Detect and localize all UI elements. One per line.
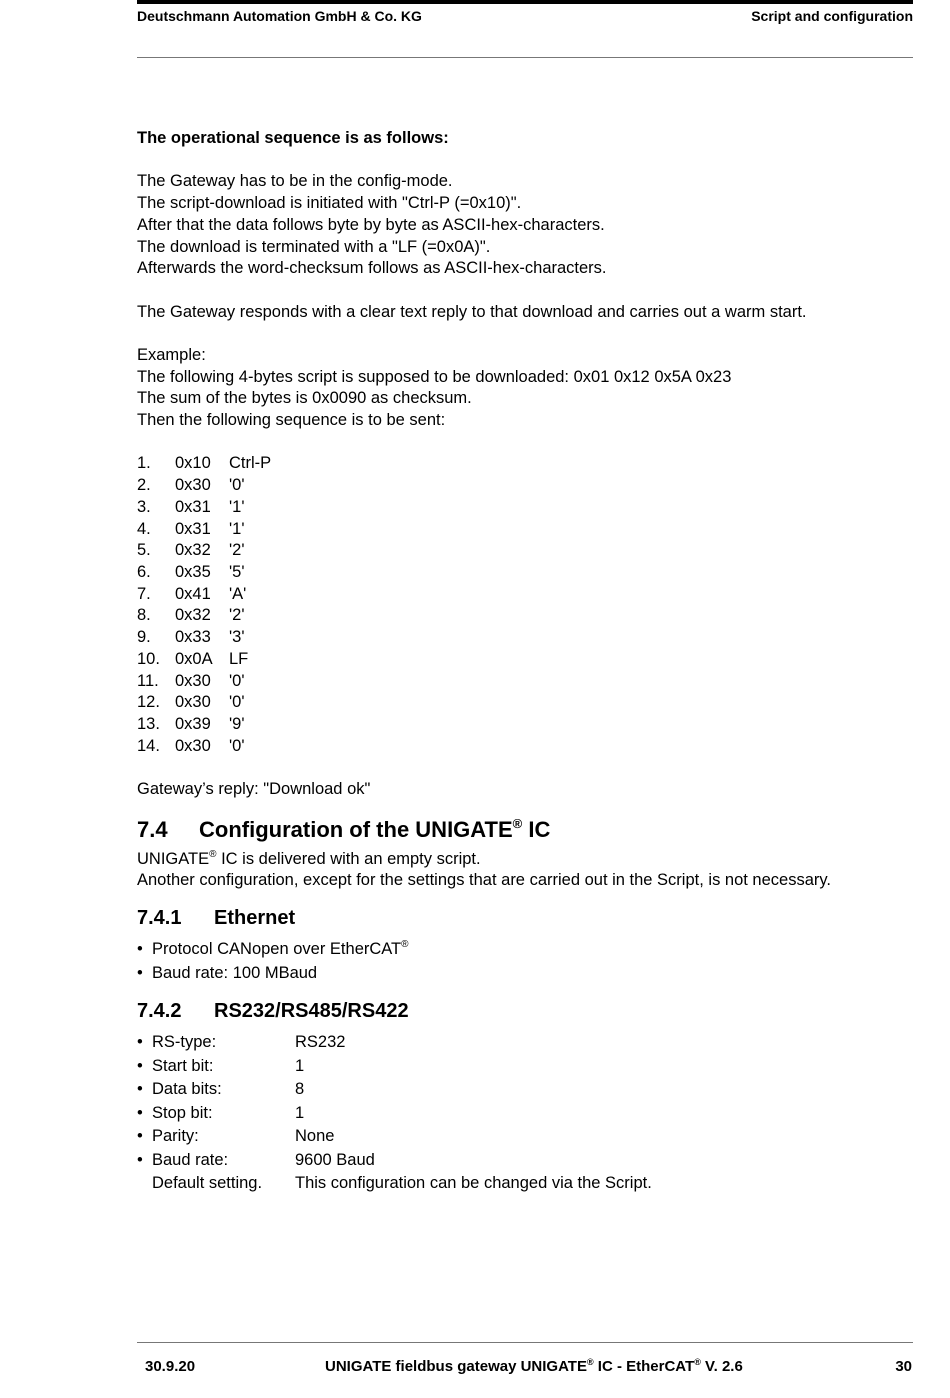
seq-char: '3' <box>229 628 245 647</box>
config-text <box>137 849 913 871</box>
example-label: Example: <box>137 345 206 364</box>
seq-number: 3. <box>137 497 151 516</box>
seq-char: '2' <box>229 606 245 625</box>
setting-label: Data bits: <box>152 1080 222 1099</box>
download-sequence <box>137 453 913 757</box>
footer-title-part: UNIGATE fieldbus gateway UNIGATE <box>325 1358 587 1375</box>
example-line: Then the following sequence is to be sent: <box>137 411 446 430</box>
default-text: This configuration can be changed via the Script. <box>295 1174 652 1193</box>
config-text-product: UNIGATE <box>137 849 210 868</box>
section-7-4-heading <box>137 817 913 843</box>
bullet-icon: • <box>137 940 143 959</box>
default-label: Default setting. <box>152 1174 263 1193</box>
gateway-response: The Gateway responds with a clear text reply to that download and carries out a warm start. <box>137 302 807 321</box>
footer-title-part: V. 2.6 <box>700 1358 743 1375</box>
list-item-text: Baud rate: 100 MBaud <box>152 963 318 982</box>
footer-title <box>325 1358 743 1375</box>
seq-number: 10. <box>137 649 160 668</box>
seq-number: 1. <box>137 454 151 473</box>
bullet-icon: • <box>137 1150 143 1169</box>
seq-char: '5' <box>229 563 245 581</box>
seq-number: 5. <box>137 541 151 560</box>
section-number: 7.4.2 <box>137 1000 182 1023</box>
section-7-4-1-heading <box>137 906 913 930</box>
setting-value: 8 <box>295 1080 305 1099</box>
seq-hex: 0x39 <box>175 714 211 733</box>
section-number: 7.4 <box>137 816 168 842</box>
bullet-icon: • <box>137 1127 143 1146</box>
setting-value: 9600 Baud <box>295 1150 375 1169</box>
seq-number: 6. <box>137 563 151 581</box>
gateway-reply: Gateway’s reply: "Download ok" <box>137 780 371 799</box>
setting-label: Baud rate: <box>152 1150 229 1169</box>
setting-label: Stop bit: <box>152 1103 213 1122</box>
config-text: Another configuration, except for the settings that are carried out in the Script, is not necessary. <box>137 871 831 890</box>
seq-char: '2' <box>229 541 245 560</box>
list-item <box>137 938 913 962</box>
bullet-icon: • <box>137 1103 143 1122</box>
seq-hex: 0x30 <box>175 736 211 755</box>
page-content <box>137 128 913 1196</box>
header-chapter: Script and configuration <box>751 8 913 24</box>
seq-hex: 0x32 <box>175 606 211 625</box>
bullet-icon: • <box>137 963 143 982</box>
registered-mark: ® <box>694 1357 701 1367</box>
header-divider <box>137 57 913 58</box>
footer-title-part: IC - EtherCAT <box>593 1358 695 1375</box>
setting-label: RS-type: <box>152 1033 217 1052</box>
registered-mark: ® <box>512 815 523 831</box>
seq-number: 2. <box>137 476 151 495</box>
seq-hex: 0x31 <box>175 497 211 516</box>
seq-hex: 0x32 <box>175 541 211 560</box>
footer-divider <box>137 1342 913 1343</box>
intro-step: The script-download is initiated with "Ctrl-P (=0x10)". <box>137 194 522 213</box>
seq-hex: 0x0A <box>175 649 213 668</box>
seq-number: 9. <box>137 628 151 647</box>
seq-number: 7. <box>137 584 151 603</box>
section-7-4-2-heading <box>137 999 913 1023</box>
intro-step: The Gateway has to be in the config-mode. <box>137 172 453 191</box>
section-title: RS232/RS485/RS422 <box>214 1000 409 1023</box>
seq-number: 13. <box>137 714 160 733</box>
serial-settings <box>137 1031 913 1196</box>
seq-char: Ctrl-P <box>229 454 272 473</box>
seq-hex: 0x33 <box>175 628 211 647</box>
intro-step: After that the data follows byte by byte as ASCII-hex-characters. <box>137 215 605 234</box>
seq-number: 8. <box>137 606 151 625</box>
top-rule <box>137 0 913 4</box>
seq-number: 12. <box>137 693 160 712</box>
seq-char: '0' <box>229 476 245 495</box>
seq-char: '1' <box>229 519 245 538</box>
seq-char: 'A' <box>229 584 247 603</box>
intro-step: Afterwards the word-checksum follows as ASCII-hex-characters. <box>137 259 607 278</box>
setting-value: 1 <box>295 1056 305 1075</box>
intro-heading: The operational sequence is as follows: <box>137 129 449 147</box>
bullet-icon: • <box>137 1033 143 1052</box>
setting-value: RS232 <box>295 1033 346 1052</box>
protocol-text: Protocol CANopen over EtherCAT <box>152 940 402 959</box>
section-number: 7.4.1 <box>137 907 182 930</box>
seq-number: 14. <box>137 736 160 755</box>
seq-char: '1' <box>229 497 245 516</box>
seq-char: LF <box>229 649 249 668</box>
registered-mark: ® <box>209 848 217 860</box>
section-title-suffix: IC <box>522 816 551 842</box>
list-item <box>137 962 913 986</box>
bullet-icon: • <box>137 1080 143 1099</box>
section-title: Configuration of the UNIGATE <box>199 816 513 842</box>
seq-char: '9' <box>229 714 245 733</box>
registered-mark: ® <box>586 1357 594 1367</box>
seq-hex: 0x30 <box>175 671 211 690</box>
setting-value: None <box>295 1127 335 1146</box>
seq-hex: 0x30 <box>175 693 211 712</box>
setting-label: Parity: <box>152 1127 199 1146</box>
page-number: 30 <box>895 1358 912 1375</box>
seq-hex: 0x31 <box>175 519 211 538</box>
setting-label: Start bit: <box>152 1056 214 1075</box>
bullet-icon: • <box>137 1056 143 1075</box>
seq-hex: 0x35 <box>175 563 211 581</box>
registered-mark: ® <box>401 939 409 951</box>
seq-char: '0' <box>229 693 245 712</box>
example-line: The sum of the bytes is 0x0090 as checksum. <box>137 389 472 408</box>
seq-hex: 0x10 <box>175 454 211 473</box>
seq-hex: 0x30 <box>175 476 211 495</box>
intro-step: The download is terminated with a "LF (=0x0A)". <box>137 237 491 256</box>
footer-date: 30.9.20 <box>145 1358 196 1375</box>
list-item-text <box>152 938 409 962</box>
section-title: Ethernet <box>214 907 296 930</box>
seq-char: '0' <box>229 736 245 755</box>
config-text-rest: IC is delivered with an empty script. <box>216 849 481 868</box>
seq-hex: 0x41 <box>175 584 211 603</box>
seq-number: 4. <box>137 519 151 538</box>
header-company: Deutschmann Automation GmbH & Co. KG <box>137 8 422 24</box>
setting-value: 1 <box>295 1103 305 1122</box>
seq-number: 11. <box>137 671 159 690</box>
example-line: The following 4-bytes script is supposed to be downloaded: 0x01 0x12 0x5A 0x23 <box>137 367 732 386</box>
seq-char: '0' <box>229 671 245 690</box>
